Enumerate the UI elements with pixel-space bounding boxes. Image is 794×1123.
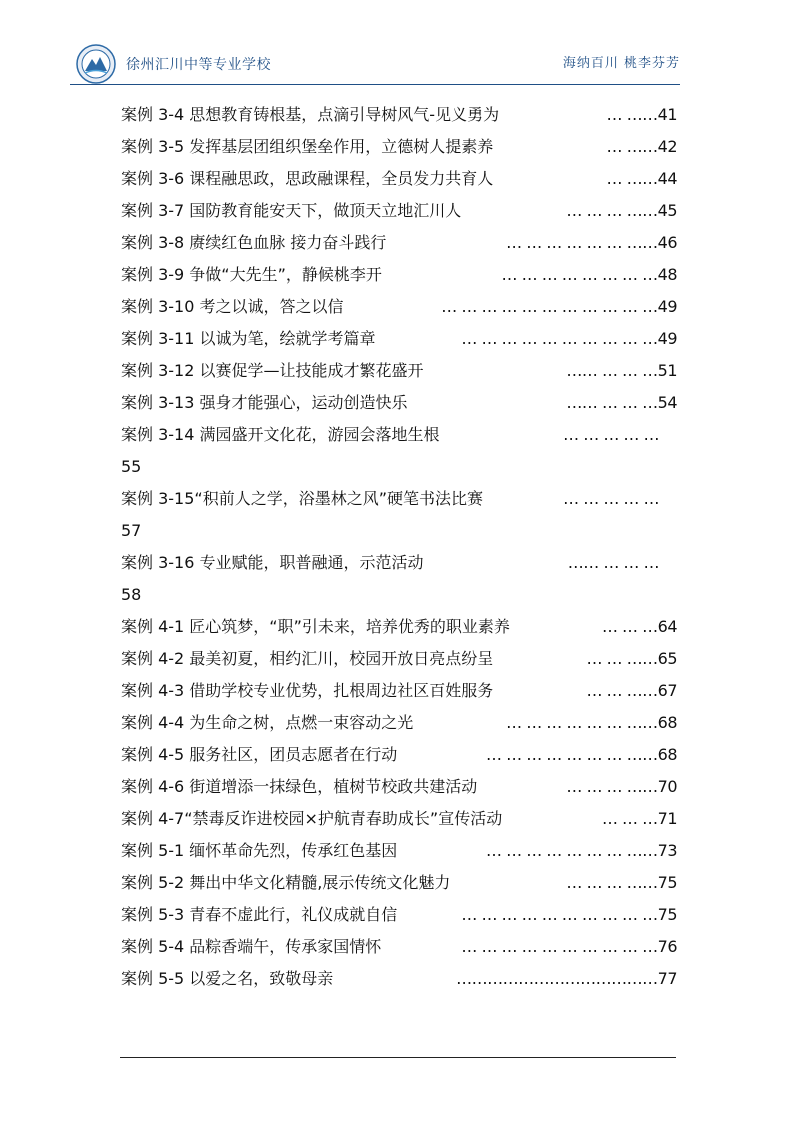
toc-entry-leader (602, 611, 677, 643)
toc-leader-dots: … … … … … … … …… (486, 841, 658, 860)
toc-entry[interactable] (121, 163, 677, 195)
toc-leader-dots: … … … … … … …… (506, 233, 658, 252)
toc-entry-title: 案例 3-8 赓续红色血脉 接力奋斗践行 (121, 233, 387, 252)
toc-entry-leader (566, 195, 677, 227)
toc-page-number: 65 (657, 649, 677, 668)
toc-page-number: 68 (657, 713, 677, 732)
toc-entry-title: 案例 4-5 服务社区，团员志愿者在行动 (121, 745, 398, 764)
toc-leader-dots: … … … …… (566, 777, 658, 796)
toc-page-number: 54 (657, 393, 677, 412)
toc-entry-title: 案例 3-9 争做“大先生”，静候桃李开 (121, 265, 382, 284)
toc-entry[interactable] (121, 643, 677, 675)
toc-entry-leader (607, 163, 677, 195)
toc-entry-title: 案例 3-13 强身才能强心，运动创造快乐 (121, 393, 408, 412)
toc-leader-dots: …… … … … (566, 393, 658, 412)
toc-entry-leader (586, 675, 677, 707)
toc-entry[interactable] (121, 707, 677, 739)
toc-page-number: 68 (657, 745, 677, 764)
toc-entry-leader (506, 707, 677, 739)
toc-entry[interactable] (121, 803, 677, 835)
toc-page-number: 75 (657, 873, 677, 892)
toc-page-number: 77 (657, 969, 677, 988)
toc-leader-dots: … … …… (586, 649, 658, 668)
toc-entry-leader (607, 131, 677, 163)
toc-entry-title: 案例 5-4 品粽香端午，传承家国情怀 (121, 937, 382, 956)
toc-page-number: 45 (657, 201, 677, 220)
toc-leader-dots: … …… (606, 105, 658, 124)
toc-leader-dots: ………………………………… (456, 969, 658, 988)
toc-entry-leader (461, 931, 677, 963)
toc-entry[interactable] (121, 675, 677, 707)
toc-leader-dots: … … … … … … … … … … (461, 937, 658, 956)
toc-entry-leader (566, 867, 677, 899)
toc-leader-dots: … … … … … (563, 425, 659, 444)
toc-leader-dots: … …… (606, 137, 658, 156)
toc-entry[interactable] (121, 259, 677, 291)
toc-page-number: 73 (657, 841, 677, 860)
page-header (70, 40, 680, 86)
toc-entry-leader (568, 547, 659, 579)
toc-entry-title: 案例 3-5 发挥基层团组织堡垒作用，立德树人提素养 (121, 137, 494, 156)
toc-leader-dots: … … … (601, 617, 658, 636)
toc-entry[interactable] (121, 963, 677, 995)
toc-entry-title: 案例 4-4 为生命之树，点燃一束容动之光 (121, 713, 414, 732)
toc-leader-dots: … … … (601, 809, 658, 828)
toc-entry-title: 案例 4-6 街道增添一抹绿色，植树节校政共建活动 (121, 777, 478, 796)
toc-entry-title: 案例 5-2 舞出中华文化精髓,展示传统文化魅力 (121, 873, 451, 892)
toc-page-number: 71 (657, 809, 677, 828)
toc-entry-title: 案例 3-12 以赛促学—让技能成才繁花盛开 (121, 361, 424, 380)
toc-leader-dots: … … …… (586, 681, 658, 700)
toc-page-number: 42 (657, 137, 677, 156)
toc-entry[interactable] (121, 899, 677, 931)
school-logo-icon (76, 44, 116, 84)
toc-page-number: 76 (657, 937, 677, 956)
table-of-contents (121, 99, 677, 995)
toc-entry-leader (563, 419, 659, 451)
toc-page-number: 44 (657, 169, 677, 188)
toc-page-number: 58 (121, 585, 142, 604)
toc-entry[interactable] (121, 387, 677, 419)
toc-leader-dots: … … … …… (566, 201, 658, 220)
toc-leader-dots: … … … … … … … … (501, 265, 658, 284)
toc-entry-title: 案例 3-10 考之以诚，答之以信 (121, 297, 344, 316)
footer-divider (120, 1057, 676, 1058)
toc-entry-title: 案例 3-16 专业赋能，职普融通，示范活动 (121, 553, 424, 572)
school-name: 徐州汇川中等专业学校 (126, 57, 271, 73)
toc-page-number: 51 (657, 361, 677, 380)
toc-page-number: 48 (657, 265, 677, 284)
toc-entry-title: 案例 3-15“积前人之学，浴墨林之风”硬笔书法比赛 (121, 489, 483, 508)
toc-entry[interactable] (121, 483, 677, 515)
toc-entry-title: 案例 4-1 匠心筑梦，“职”引未来，培养优秀的职业素养 (121, 617, 510, 636)
toc-entry-title: 案例 3-4 思想教育铸根基，点滴引导树风气-见义勇为 (121, 105, 500, 124)
toc-entry-leader (602, 803, 677, 835)
toc-entry[interactable] (121, 131, 677, 163)
header-divider (70, 84, 680, 85)
toc-entry-leader (486, 739, 677, 771)
toc-leader-dots: … … … … … … … … … … (461, 905, 658, 924)
toc-entry[interactable] (121, 771, 677, 803)
toc-page-number: 64 (657, 617, 677, 636)
toc-entry-leader (566, 355, 677, 387)
toc-entry-leader (563, 483, 659, 515)
toc-page-number: 57 (121, 521, 142, 540)
toc-leader-dots: … … … … … … … … … … … (441, 297, 658, 316)
toc-leader-dots: … … … … … (563, 489, 659, 508)
toc-entry-leader (486, 835, 677, 867)
toc-leader-dots: … …… (606, 169, 658, 188)
toc-entry-leader (566, 387, 677, 419)
toc-entry[interactable] (121, 291, 677, 323)
toc-entry-title: 案例 4-7“禁毒反诈进校园×护航青春助成长”宣传活动 (121, 809, 503, 828)
toc-entry-title: 案例 4-3 借助学校专业优势，扎根周边社区百姓服务 (121, 681, 494, 700)
toc-entry[interactable] (121, 323, 677, 355)
toc-entry-leader (456, 963, 677, 995)
toc-page-number: 49 (657, 329, 677, 348)
toc-entry[interactable] (121, 739, 677, 771)
school-motto: 海纳百川 桃李芬芳 (562, 56, 680, 71)
toc-page-number: 75 (657, 905, 677, 924)
toc-entry[interactable] (121, 419, 677, 451)
toc-leader-dots: … … … … … … …… (506, 713, 658, 732)
toc-leader-dots: … … … … … … … … … … (461, 329, 658, 348)
toc-entry[interactable] (121, 99, 677, 131)
toc-page-number: 46 (657, 233, 677, 252)
toc-entry-title: 案例 5-1 缅怀革命先烈，传承红色基因 (121, 841, 398, 860)
toc-entry[interactable] (121, 867, 677, 899)
toc-entry[interactable] (121, 227, 677, 259)
toc-leader-dots: … … … …… (566, 873, 658, 892)
toc-entry-title: 案例 5-5 以爱之名，致敬母亲 (121, 969, 334, 988)
toc-entry-title: 案例 3-14 满园盛开文化花，游园会落地生根 (121, 425, 440, 444)
toc-entry-title: 案例 3-7 国防教育能安天下，做顶天立地汇川人 (121, 201, 462, 220)
toc-leader-dots: … … … … … … … …… (486, 745, 658, 764)
toc-entry[interactable] (121, 835, 677, 867)
toc-entry-leader (566, 771, 677, 803)
toc-entry-leader (461, 323, 677, 355)
toc-entry[interactable] (121, 611, 677, 643)
toc-page-number: 41 (657, 105, 677, 124)
toc-entry-title: 案例 3-11 以诚为笔，绘就学考篇章 (121, 329, 376, 348)
toc-entry[interactable] (121, 355, 677, 387)
toc-entry-title: 案例 4-2 最美初夏，相约汇川，校园开放日亮点纷呈 (121, 649, 494, 668)
toc-page-number: 49 (657, 297, 677, 316)
toc-entry-leader (506, 227, 677, 259)
toc-entry-leader (441, 291, 677, 323)
toc-entry[interactable] (121, 195, 677, 227)
toc-leader-dots: …… … … … (566, 361, 658, 380)
toc-entry[interactable] (121, 931, 677, 963)
toc-entry-leader (461, 899, 677, 931)
toc-leader-dots: …… … … … (567, 553, 659, 572)
toc-entry-leader (607, 99, 677, 131)
toc-page-number: 67 (657, 681, 677, 700)
toc-entry-leader (586, 643, 677, 675)
toc-page-number: 70 (657, 777, 677, 796)
toc-entry-leader (502, 259, 677, 291)
toc-entry-title: 案例 3-6 课程融思政，思政融课程，全员发力共育人 (121, 169, 494, 188)
toc-page-number: 55 (121, 457, 142, 476)
toc-entry[interactable] (121, 547, 677, 579)
toc-entry-title: 案例 5-3 青春不虚此行，礼仪成就自信 (121, 905, 398, 924)
